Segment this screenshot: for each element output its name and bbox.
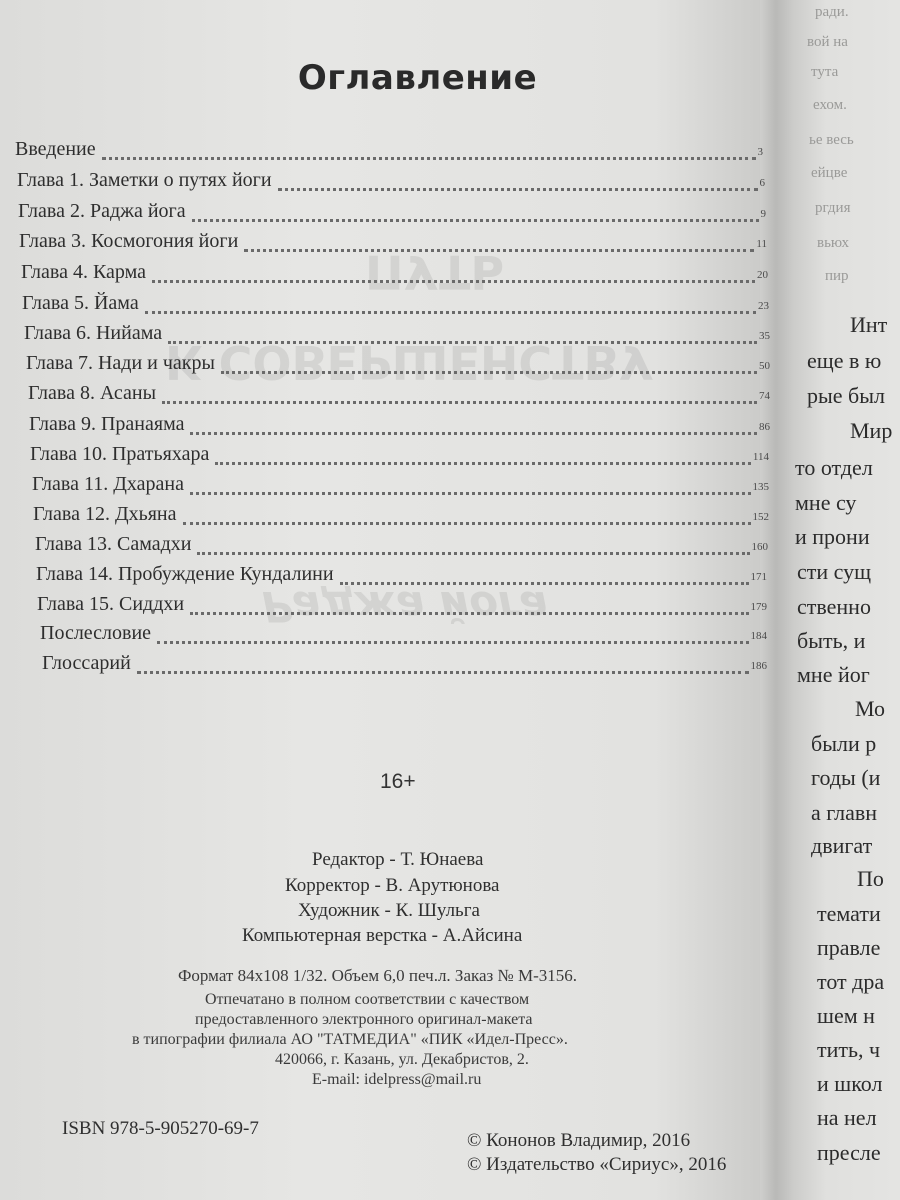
right-page-faint-line: ргдия [815,200,851,216]
right-page-line: Инт [850,312,888,337]
right-page-line: мне су [795,490,857,515]
dot-leader [278,186,758,191]
dot-leader [137,669,749,674]
dot-leader [192,217,759,222]
toc-entry-page: 9 [760,208,766,220]
toc-entry-page: 3 [757,146,763,158]
toc-entry-page: 6 [759,177,765,189]
right-page-faint-line: пир [825,268,849,284]
toc-entry-page: 135 [752,481,769,493]
dot-leader [183,520,751,525]
bleed-through-title: ПУТЬ [365,245,506,299]
isbn: ISBN 978-5-905270-69-7 [62,1118,259,1139]
toc-entry-page: 186 [750,660,767,672]
dot-leader [102,155,756,160]
toc-entry-label: Глава 9. Пранаяма [29,413,185,435]
toc-entry-label: Глава 10. Пратьяхара [30,443,210,465]
toc-entry[interactable] [33,503,769,531]
toc-entry[interactable] [30,443,769,471]
right-page-faint-line: ейцве [811,165,848,181]
right-page-line: Мо [855,696,886,721]
dot-leader [340,580,749,585]
imprint-line: предоставленного электронного оригинал-макета [195,1011,533,1028]
age-rating: 16+ [380,770,416,793]
toc-entry-label: Введение [15,138,96,160]
toc-entry-page: 114 [752,451,769,463]
toc-entry-label: Глава 14. Пробуждение Кундалини [36,563,334,585]
toc-entry-label: Глава 5. Йама [22,292,139,314]
right-page-line: а главн [811,800,878,825]
dot-leader [162,399,757,404]
toc-entry[interactable] [40,622,767,650]
right-page [795,0,900,1200]
right-page-line: быть, и [797,628,866,653]
right-page-line: на нел [817,1105,877,1130]
toc-entry[interactable] [42,652,767,680]
copyright-publisher: © Издательство «Сириус», 2016 [467,1154,727,1175]
toc-entry[interactable] [18,200,766,228]
right-page-faint-line: ради. [815,4,849,20]
toc-entry[interactable] [37,593,767,621]
toc-entry-label: Глава 1. Заметки о путях йоги [17,169,272,191]
toc-entry[interactable] [17,169,765,197]
right-page-faint-line: тута [811,64,839,80]
toc-entry[interactable] [15,138,763,166]
right-page-line: двигат [811,833,873,858]
right-page-line: мне йог [797,662,870,687]
toc-entry-page: 11 [756,238,767,250]
toc-entry-page: 20 [757,269,768,281]
toc-entry-label: Глава 7. Нади и чакры [26,352,215,374]
dot-leader [221,369,757,374]
toc-entry[interactable] [35,533,768,561]
dot-leader [215,460,751,465]
imprint-format: Формат 84x108 1/32. Объем 6,0 печ.л. Заказ № М-3156. [178,966,577,985]
toc-entry[interactable] [24,322,770,350]
right-page-line: тить, ч [817,1037,881,1062]
right-page-line: тот дра [817,969,885,994]
toc-entry-label: Послесловие [40,622,152,644]
right-page-line: правле [817,935,881,960]
right-page-faint-line: вьюх [817,235,850,251]
right-page-line: и школ [817,1071,883,1096]
right-page-line: были р [811,731,877,756]
imprint-line: в типографии филиала АО "ТАТМЕДИА" «ПИК «Идел-Пресс». [132,1031,568,1048]
toc-entry-label: Глава 6. Нийама [24,322,163,344]
imprint-line: Отпечатано в полном соответствии с качеством [205,991,530,1008]
toc-entry-page: 23 [758,300,769,312]
toc-entry[interactable] [29,413,770,441]
toc-entry-page: 50 [759,360,770,372]
toc-entry-page: 35 [759,330,770,342]
toc-entry-page: 152 [752,511,769,523]
right-page-line: Мир [850,418,893,443]
toc-entry[interactable] [22,292,769,320]
dot-leader [152,278,755,283]
toc-entry-page: 184 [750,630,767,642]
dot-leader [197,550,749,555]
right-page-line: сти сущ [797,559,872,584]
toc-entry-label: Глава 4. Карма [21,261,147,283]
toc-entry-label: Глава 11. Дхарана [32,473,184,495]
toc-entry-page: 171 [750,571,767,583]
bleed-through-subtitle: К СОВЕРШЕНСТВУ [165,335,655,389]
right-page-line: По [857,866,884,891]
imprint-email: E-mail: idelpress@mail.ru [312,1071,482,1088]
dot-leader [145,309,756,314]
right-page-line: темати [817,901,881,926]
right-page-line: и прони [795,524,870,549]
toc-entry-label: Глава 15. Сиддхи [37,593,185,615]
toc-entry-label: Глава 12. Дхьяна [33,503,177,525]
toc-entry-page: 86 [759,421,770,433]
toc-entry[interactable] [19,230,767,258]
right-page-line: годы (и [811,765,881,790]
dot-leader [190,610,748,615]
right-page-faint-line: вой на [807,34,848,50]
toc-title: Оглавление [297,58,538,98]
dot-leader [168,339,757,344]
credit-artist: Художник - К. Шульга [298,900,480,921]
right-page-line: пресле [817,1140,881,1165]
copyright-author: © Кононов Владимир, 2016 [467,1130,691,1151]
toc-entry-label: Глоссарий [42,652,131,674]
dot-leader [190,490,751,495]
right-page-line: ственно [797,594,871,619]
right-page-line: рые был [807,383,885,408]
dot-leader [190,430,757,435]
toc-entry-label: Глава 3. Космогония йоги [19,230,239,252]
imprint-line: 420066, г. Казань, ул. Декабристов, 2. [275,1051,529,1068]
toc-entry[interactable] [21,261,768,289]
toc-entry-page: 74 [759,390,770,402]
toc-entry-page: 179 [750,601,767,613]
toc-entry-label: Глава 13. Самадхи [35,533,192,555]
toc-entry[interactable] [32,473,769,501]
toc-entry-label: Глава 8. Асаны [28,382,157,404]
credit-proofreader: Корректор - В. Арутюнова [285,875,500,896]
right-page-line: шем н [817,1003,875,1028]
toc-entry[interactable] [28,382,770,410]
toc-entry[interactable] [26,352,770,380]
credit-layout: Компьютерная верстка - А.Айсина [242,925,523,946]
right-page-line: то отдел [795,455,873,480]
right-page-faint-line: ехом. [813,97,847,113]
toc-entry-page: 160 [751,541,768,553]
dot-leader [157,639,748,644]
right-page-line: еще в ю [807,348,882,373]
bleed-through-book-name: Раджа йога [262,582,549,631]
right-page-faint-line: ье весь [809,132,854,148]
toc-entry-label: Глава 2. Раджа йога [18,200,186,222]
dot-leader [244,247,754,252]
toc-entry[interactable] [36,563,767,591]
credit-editor: Редактор - Т. Юнаева [312,849,484,870]
